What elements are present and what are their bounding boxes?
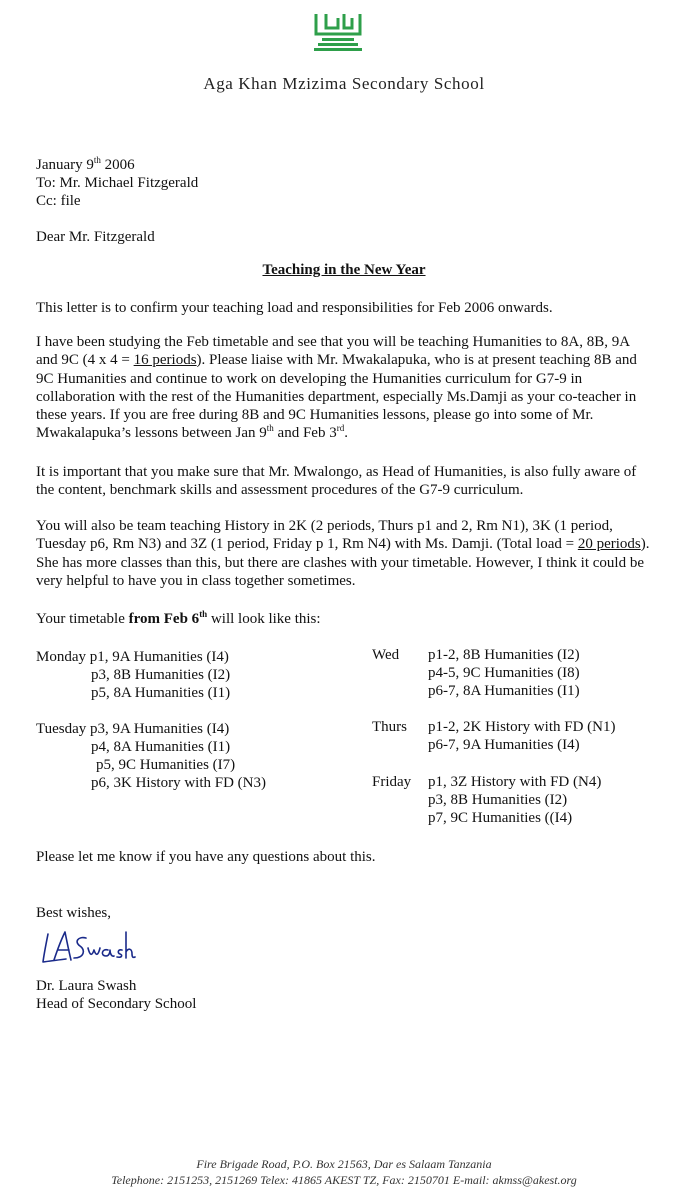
school-name: Aga Khan Mzizima Secondary School	[203, 74, 485, 93]
timetable-monday-2: p3, 8B Humanities (I2)	[91, 667, 231, 683]
timetable-tuesday-2: p4, 8A Humanities (I1)	[91, 739, 231, 755]
recipient: To: Mr. Michael Fitzgerald	[36, 175, 199, 191]
timetable-wed-label: Wed	[372, 647, 400, 663]
letter-date: January 9th 2006	[36, 155, 135, 173]
timetable-friday-3: p7, 9C Humanities ((I4)	[428, 810, 573, 826]
timetable-tuesday-4: p6, 3K History with FD (N3)	[91, 775, 266, 791]
timetable-thurs-2: p6-7, 9A Humanities (I4)	[428, 737, 580, 753]
timetable-monday-1: Monday p1, 9A Humanities (I4)	[36, 649, 229, 665]
signatory-name: Dr. Laura Swash	[36, 978, 137, 994]
closing-questions: Please let me know if you have any questions about this.	[36, 849, 376, 865]
paragraph-head-of-humanities: It is important that you make sure that Mr. Mwalongo, as Head of Humanities, is also fully aware of the content, benchmark skills and assessment procedures of the G7-9 curriculum.	[36, 464, 637, 499]
timetable-thurs-1: p1-2, 2K History with FD (N1)	[428, 719, 616, 735]
footer-contacts: Telephone: 2151253, 2151269 Telex: 41865 AKEST TZ, Fax: 2150701 E-mail: akmss@akest.org	[111, 1173, 577, 1187]
timetable-tuesday-1: Tuesday p3, 9A Humanities (I4)	[36, 721, 230, 737]
timetable-wed-1: p1-2, 8B Humanities (I2)	[428, 647, 580, 663]
timetable-friday-label: Friday	[372, 774, 412, 790]
timetable-thurs-label: Thurs	[372, 719, 407, 735]
aga-khan-logo	[308, 8, 368, 52]
footer-address: Fire Brigade Road, P.O. Box 21563, Dar es Salaam Tanzania	[196, 1157, 492, 1171]
timetable-monday-3: p5, 8A Humanities (I1)	[91, 685, 231, 701]
cc-line: Cc: file	[36, 193, 81, 209]
closing-wishes: Best wishes,	[36, 905, 111, 921]
timetable-wed-2: p4-5, 9C Humanities (I8)	[428, 665, 580, 681]
handwritten-signature	[38, 924, 138, 972]
timetable-tuesday-3: p5, 9C Humanities (I7)	[96, 757, 236, 773]
salutation: Dear Mr. Fitzgerald	[36, 229, 155, 245]
timetable-friday-2: p3, 8B Humanities (I2)	[428, 792, 568, 808]
timetable-intro: Your timetable from Feb 6th will look like this:	[36, 609, 321, 627]
paragraph-team-teaching: You will also be team teaching History in 2K (2 periods, Thurs p1 and 2, Rm N1), 3K (1 period, Tuesday p6, Rm N3) and 3Z (1 period, Friday p 1, Rm N4) with Ms. Damji. (Total load = 20 periods). She has more classes than this, but there are clashes with your timetable. However, I think it could be very helpful to have you in class together sometimes.	[36, 518, 650, 589]
timetable-wed-3: p6-7, 8A Humanities (I1)	[428, 683, 580, 699]
timetable-friday-1: p1, 3Z History with FD (N4)	[428, 774, 602, 790]
paragraph-intro: This letter is to confirm your teaching load and responsibilities for Feb 2006 onwards.	[36, 300, 553, 316]
signatory-title: Head of Secondary School	[36, 996, 197, 1012]
paragraph-timetable-study: I have been studying the Feb timetable and see that you will be teaching Humanities to 8A, 8B, 9A and 9C (4 x 4 = 16 periods). Please liaise with Mr. Mwakalapuka, who is at present teaching 8B and 9C Humanities and continue to work on developing the Humanities curriculum for G7-9 in collaboration with the rest of the Humanities department, especially Ms.Damji as your co-teacher in these years. If you are free during 8B and 9C Humanities lessons, please go into some of Mr. Mwakalapuka’s lessons between Jan 9th and Feb 3rd.	[36, 334, 637, 442]
letter-subject: Teaching in the New Year	[262, 262, 426, 278]
